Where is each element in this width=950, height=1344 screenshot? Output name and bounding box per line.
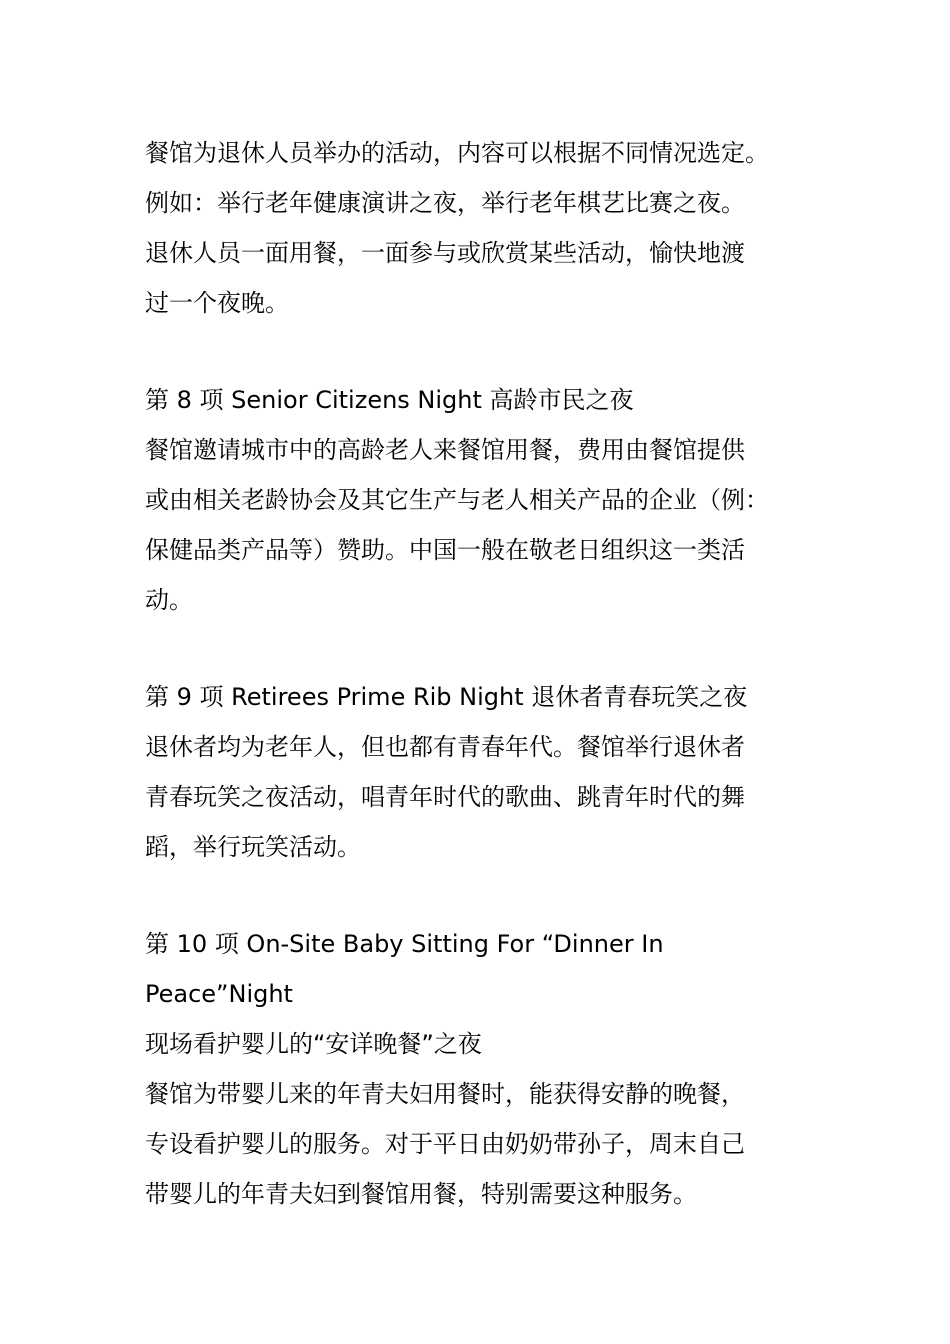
item-9-line-1: 退休者均为老年人，但也都有青春年代。餐馆举行退休者: [145, 733, 745, 761]
item-9-line-3: 蹈，举行玩笑活动。: [145, 833, 361, 861]
item-10-line-1: 餐馆为带婴儿来的年青夫妇用餐时，能获得安静的晚餐，: [145, 1080, 745, 1108]
item-8-line-3: 保健品类产品等）赞助。中国一般在敬老日组织这一类活: [145, 536, 745, 564]
item-10-section: [145, 919, 825, 1219]
section-gap: [145, 328, 825, 375]
item-9-line-2: 青春玩笑之夜活动，唱青年时代的歌曲、跳青年时代的舞: [145, 783, 745, 811]
item-8-section: [145, 375, 825, 625]
item-10-heading-line-2: Peace”Night: [145, 980, 293, 1008]
item-8-line-1: 餐馆邀请城市中的高龄老人来餐馆用餐，费用由餐馆提供: [145, 436, 745, 464]
item-10-subtitle: 现场看护婴儿的“安详晚餐”之夜: [145, 1030, 482, 1058]
item-9-heading: 第 9 项 Retirees Prime Rib Night 退休者青春玩笑之夜: [145, 683, 748, 711]
item-9-section: [145, 672, 825, 872]
document-page: [145, 128, 825, 1219]
intro-line-1: 餐馆为退休人员举办的活动，内容可以根据不同情况选定。: [145, 139, 769, 167]
item-8-line-4: 动。: [145, 586, 193, 614]
item-10-line-3: 带婴儿的年青夫妇到餐馆用餐，特别需要这种服务。: [145, 1180, 697, 1208]
item-8-heading: 第 8 项 Senior Citizens Night 高龄市民之夜: [145, 386, 634, 414]
intro-section: [145, 128, 825, 328]
intro-line-2: 例如：举行老年健康演讲之夜，举行老年棋艺比赛之夜。: [145, 189, 745, 217]
item-8-line-2: 或由相关老龄协会及其它生产与老人相关产品的企业（例：: [145, 486, 769, 514]
item-10-heading-line-1: 第 10 项 On-Site Baby Sitting For “Dinner In: [145, 930, 664, 958]
intro-line-4: 过一个夜晚。: [145, 289, 289, 317]
item-10-line-2: 专设看护婴儿的服务。对于平日由奶奶带孙子，周末自己: [145, 1130, 745, 1158]
section-gap: [145, 872, 825, 919]
section-gap: [145, 625, 825, 672]
intro-line-3: 退休人员一面用餐，一面参与或欣赏某些活动，愉快地渡: [145, 239, 745, 267]
